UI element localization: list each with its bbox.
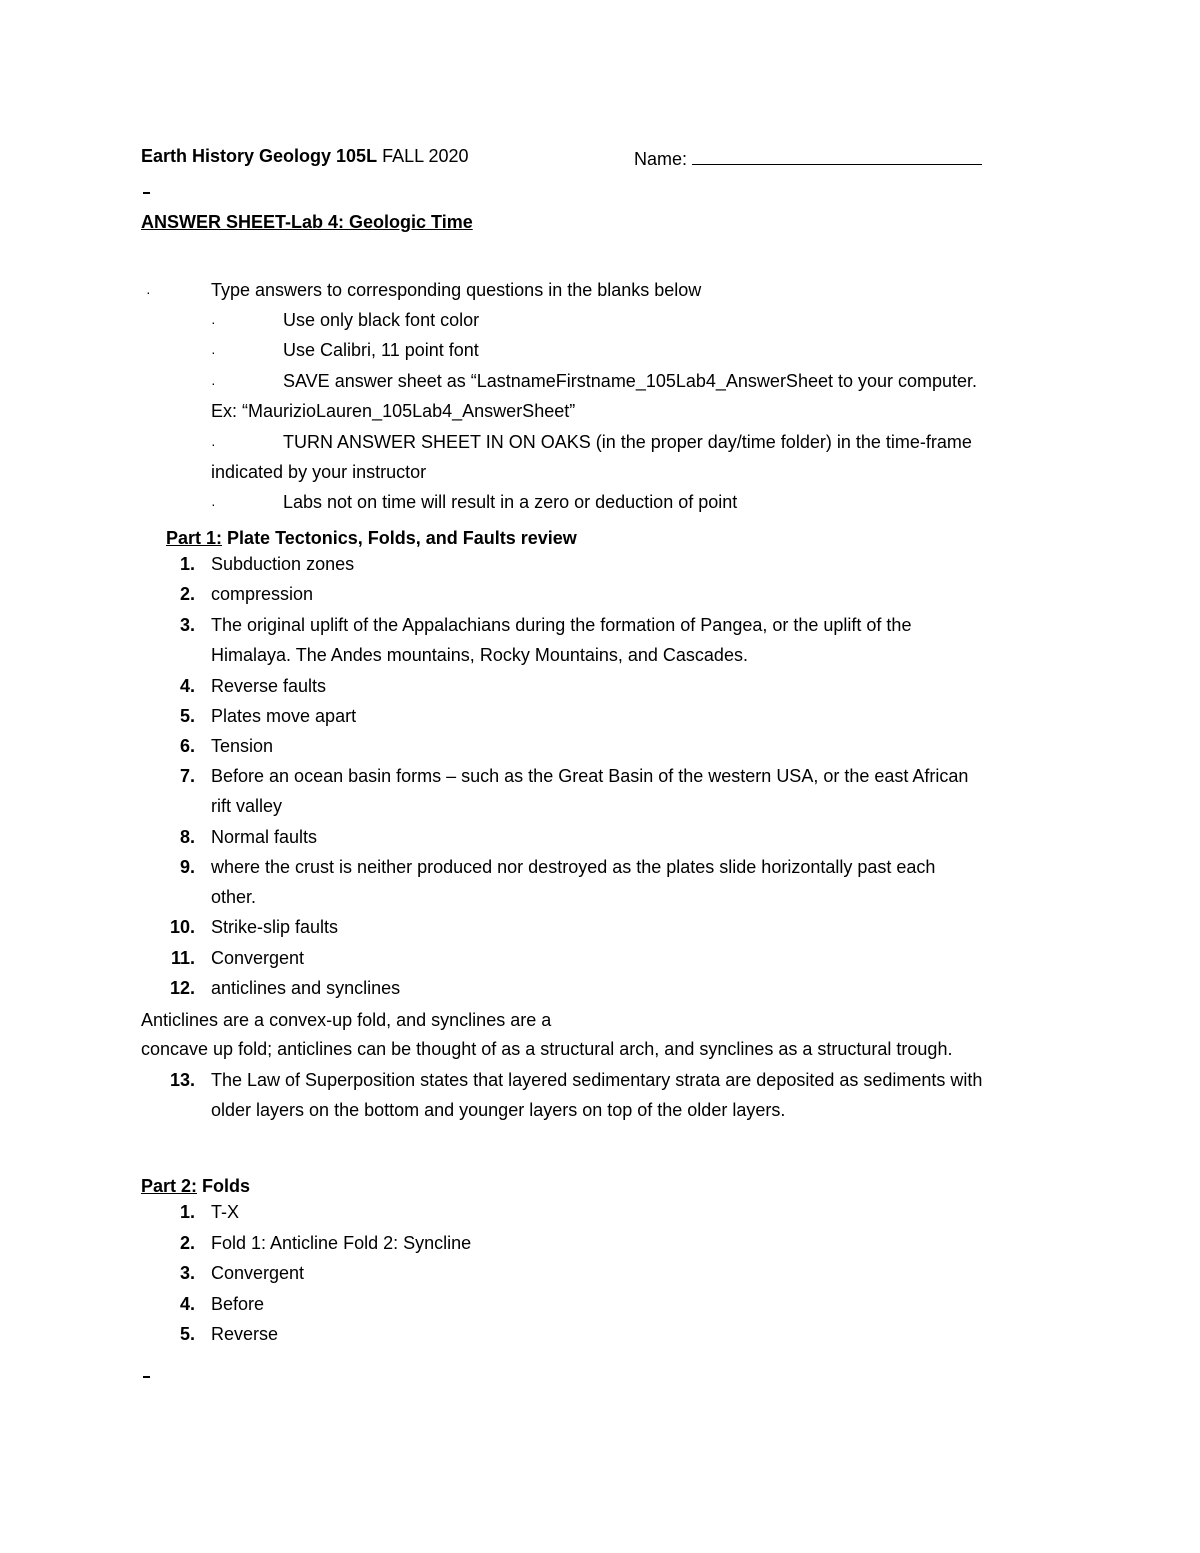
list-number: 5. — [179, 1324, 195, 1344]
divider-dash — [143, 192, 150, 194]
bullet-icon: · — [211, 375, 216, 391]
bullet-icon: · — [211, 344, 216, 360]
part2-answer-2: Fold 1: Anticline Fold 2: Syncline — [211, 1232, 472, 1253]
list-number: 2. — [179, 1232, 195, 1253]
answer-4-line-1: Reverse faults — [211, 676, 327, 696]
answer-13-line-2: older layers on the bottom and younger layers on top of the older layers. — [211, 1100, 786, 1120]
title-separator: - — [285, 212, 292, 232]
bullet-icon: · — [211, 496, 216, 512]
answer-sheet-label: ANSWER SHEET — [141, 212, 286, 232]
bullet-icon: · — [146, 284, 151, 300]
bullet-icon: · — [211, 314, 216, 330]
course-header — [141, 146, 469, 167]
part2-answer-4: Before — [211, 1293, 265, 1314]
list-number: 4. — [179, 676, 195, 696]
list-number: 13. — [169, 1070, 195, 1090]
instruction-main: Type answers to corresponding questions in the blanks below — [211, 280, 702, 300]
answer-5-line-1: Plates move apart — [211, 706, 357, 726]
answer-3-line-1: The original uplift of the Appalachians during the formation of Pangea, or the uplift of the — [211, 615, 912, 635]
part2-title: Folds — [202, 1176, 251, 1196]
part1-title: Plate Tectonics, Folds, and Faults review — [227, 528, 577, 548]
course-term: FALL 2020 — [382, 146, 469, 166]
list-number: 12. — [169, 978, 195, 998]
list-number: 7. — [179, 766, 195, 786]
answer-1-line-1: Subduction zones — [211, 554, 355, 574]
name-field — [634, 146, 982, 170]
instruction-example: Ex: “MaurizioLauren_105Lab4_AnswerSheet” — [211, 401, 576, 421]
instruction-save: SAVE answer sheet as “LastnameFirstname_105Lab4_AnswerSheet to your computer. — [283, 371, 978, 391]
document-title — [141, 212, 473, 233]
answer-8-line-1: Normal faults — [211, 827, 318, 847]
list-number: 1. — [179, 1202, 195, 1222]
name-blank-line[interactable] — [692, 146, 982, 165]
instruction-turn-in: TURN ANSWER SHEET IN ON OAKS (in the proper day/time folder) in the time-frame — [283, 432, 972, 452]
bullet-icon: · — [211, 436, 216, 452]
part2-heading — [141, 1176, 250, 1197]
answer-10-line-1: Strike-slip faults — [211, 917, 339, 937]
divider-dash — [143, 1376, 150, 1378]
answer-9-line-2: other. — [211, 887, 257, 907]
instruction-late: Labs not on time will result in a zero or deduction of point — [283, 492, 738, 512]
list-number: 11. — [170, 948, 195, 968]
answer-7-line-2: rift valley — [211, 796, 283, 816]
list-number: 6. — [179, 736, 195, 756]
part2-answer-5: Reverse — [211, 1324, 279, 1344]
part2-label: Part 2: — [141, 1176, 198, 1196]
answer-6-line-1: Tension — [211, 736, 274, 756]
list-number: 2. — [179, 584, 195, 604]
list-number: 3. — [179, 1263, 195, 1283]
lab-title: Lab 4: Geologic Time — [291, 212, 473, 232]
part1-heading — [166, 528, 577, 549]
list-number: 9. — [179, 857, 195, 877]
instruction-indicated: indicated by your instructor — [211, 462, 427, 482]
course-title: Earth History Geology 105L — [141, 146, 378, 166]
list-number: 5. — [179, 706, 195, 726]
list-number: 4. — [179, 1293, 195, 1314]
list-number: 3. — [179, 615, 195, 635]
answer-11-line-1: Convergent — [211, 948, 305, 968]
answer-3-line-2: Himalaya. The Andes mountains, Rocky Mountains, and Cascades. — [211, 645, 748, 665]
list-number: 10. — [169, 917, 195, 937]
list-number: 1. — [179, 554, 195, 574]
instruction-font-color: Use only black font color — [283, 310, 480, 330]
anticline-paragraph-line-1: Anticlines are a convex-up fold, and synclines are a — [141, 1010, 552, 1030]
instruction-font: Use Calibri, 11 point font — [283, 340, 479, 360]
anticline-paragraph-line-2: concave up fold; anticlines can be thought of as a structural arch, and synclines as a structural trough. — [141, 1039, 953, 1059]
part2-answer-1: T-X — [211, 1202, 240, 1222]
answer-13-line-1: The Law of Superposition states that layered sedimentary strata are deposited as sediments with — [211, 1070, 983, 1090]
answer-12-line-1: anticlines and synclines — [211, 978, 401, 998]
list-number: 8. — [179, 827, 195, 847]
answer-7-line-1: Before an ocean basin forms – such as the Great Basin of the western USA, or the east African — [211, 766, 969, 786]
answer-2-line-1: compression — [211, 584, 314, 604]
name-label: Name: — [634, 149, 688, 169]
answer-9-line-1: where the crust is neither produced nor destroyed as the plates slide horizontally past each — [211, 857, 936, 877]
part2-answer-3: Convergent — [211, 1263, 305, 1283]
part1-label: Part 1: — [166, 528, 223, 548]
